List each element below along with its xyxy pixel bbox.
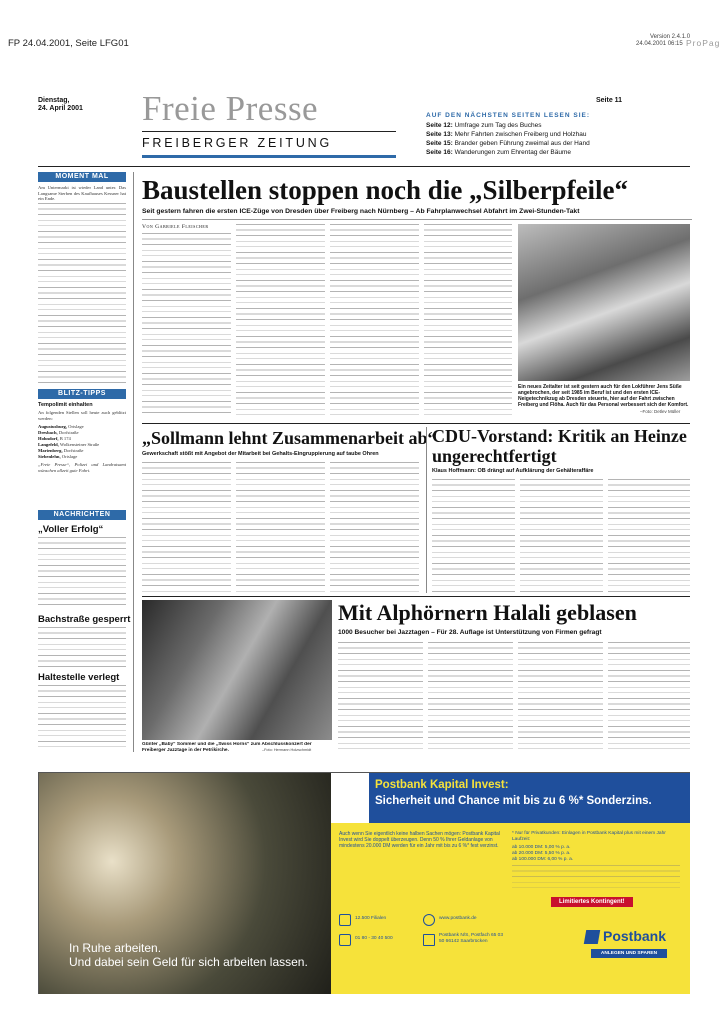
- next-pages-item[interactable]: Seite 12: Umfrage zum Tag des Buches: [426, 122, 542, 129]
- lead-byline: Von Gabriele Fleischer: [142, 224, 209, 230]
- story3-column-2: [520, 479, 603, 592]
- story3-column-1: [432, 479, 515, 592]
- story3-headline: CDU-Vorstand: Kritik an Heinze ungerechtfertigt: [432, 426, 687, 466]
- story2-subhead: Gewerkschaft stößt mit Angebot der Mitarbeit bei Gehalts-Eingruppierung auf taube Ohren: [142, 451, 379, 457]
- ad-body: Auch wenn Sie eigentlich keine halben Sachen mögen: Postbank Kapital Invest wird Sie doppelt überzeugen. Denn 50 % Ihrer Geldanlage von mindestens 20.000 DM werden für ein Jahr mit bis zu 6 %* fest verzinst.: [339, 831, 500, 850]
- blitz-tipps-lead: Tempolimit einhalten: [38, 402, 93, 408]
- list-item: Siebenlehn, Ortslage: [38, 454, 78, 459]
- ad-address: Postbank N/S, Postfach 65 03 50 66142 Saarbrücken: [439, 933, 503, 944]
- story3-column-3: [608, 479, 690, 592]
- story4-column-1: [338, 642, 423, 752]
- next-pages-item[interactable]: Seite 15: Brander geben Führung zweimal aus der Hand: [426, 140, 590, 147]
- ad-fine-print: [512, 865, 680, 893]
- ad-rate: ab 100.000 DM: 6,00 % p. a.: [512, 857, 574, 862]
- story4-column-2: [428, 642, 513, 752]
- globe-icon: [423, 914, 435, 926]
- issue-date-line1: Dienstag,: [38, 97, 70, 104]
- list-item: Langefeld, Wolkensteiner Straße: [38, 442, 100, 447]
- blitz-tipps-note: „Freie Presse“, Polizei und Landratsamt wünschen allzeit gute Fahrt.: [38, 462, 126, 473]
- mail-icon: [423, 934, 435, 946]
- blitz-tipps-heading: BLITZ-TIPPS: [38, 389, 126, 399]
- masthead-title: Freie Presse: [142, 89, 319, 128]
- hotline-icon: [339, 934, 351, 946]
- ad-image-text-2: Und dabei sein Geld für sich arbeiten lassen.: [69, 955, 308, 969]
- nachrichten-body-1: [38, 537, 126, 609]
- next-pages-item[interactable]: Seite 16: Wanderungen zum Ehrentag der Bäume: [426, 149, 572, 156]
- page-label: Seite 11: [596, 97, 623, 104]
- story2-column-2: [236, 462, 325, 592]
- masthead-subtitle: FREIBERGER ZEITUNG: [142, 136, 332, 150]
- jazz-photo-caption: Günter „Baby“ Sommer und die „Swiss Horns“ zum Abschlusskonzert der Freiberger Jazztage in der Petrikirche.: [142, 742, 312, 753]
- next-pages-box: [426, 112, 690, 162]
- nachrichten-body-2: [38, 627, 126, 667]
- lead-column-2: [236, 224, 325, 418]
- nachrichten-title-1: „Voller Erfolg“: [38, 524, 104, 535]
- postbank-logo-icon: [584, 930, 600, 944]
- story4-column-3: [518, 642, 603, 752]
- story2-column-3: [330, 462, 419, 592]
- nachrichten-title-2: Bachstraße gesperrt: [38, 614, 131, 625]
- lead-column-4: [424, 224, 512, 418]
- lead-column-1: [142, 233, 231, 418]
- list-item: Hohndorf, B 174: [38, 436, 71, 441]
- lead-photo: [518, 224, 690, 381]
- ad-branches: 12.500 Filialen: [355, 916, 387, 921]
- postbank-logo-wordmark: Postbank: [603, 928, 667, 944]
- ad-tagline: Sicherheit und Chance mit bis zu 6 %* Sonderzins.: [375, 795, 652, 807]
- blitz-tipps-intro: An folgenden Stellen soll heute auch geblitzt werden:: [38, 410, 126, 421]
- ad-image-text-1: In Ruhe arbeiten.: [69, 941, 162, 955]
- next-pages-heading: AUF DEN NÄCHSTEN SEITEN LESEN SIE:: [426, 112, 591, 119]
- lead-subhead: Seit gestern fahren die ersten ICE-Züge von Dresden über Freiberg nach Nürnberg – Ab Fahrplanwechsel Abfahrt im Zwei-Stunden-Takt: [142, 208, 580, 215]
- issue-date-line2: 24. April 2001: [38, 105, 83, 112]
- story4-subhead: 1000 Besucher bei Jazztagen – Für 28. Auflage ist Unterstützung von Firmen gefragt: [338, 629, 602, 636]
- version-label: Version 2.4.1.0: [650, 34, 691, 40]
- nachrichten-body-3: [38, 685, 126, 747]
- jazz-photo-credit: –Foto: Hermann Holzschmidt: [262, 748, 312, 752]
- next-pages-item[interactable]: Seite 13: Mehr Fahrten zwischen Freiberg und Holzhau: [426, 131, 587, 138]
- lead-photo-credit: –Foto: Detlev Müller: [640, 409, 681, 414]
- story3-subhead: Klaus Hoffmann: OB drängt auf Aufklärung der Gehälteraffäre: [432, 468, 594, 474]
- moment-mal-heading: MOMENT MAL: [38, 172, 126, 182]
- lead-photo-caption: Ein neues Zeitalter ist seit gestern auch für den Lokführer Jens Süße angebrochen, der seit 1985 im Beruf ist und den ersten ICE-Neigetechnikzug ab Dresden steuerte, hier auf der Fahrt zwischen Freiberg und Flöha. Auch für das Personal verbessert sich der Komfort.: [518, 384, 689, 408]
- story2-column-1: [142, 462, 231, 592]
- ad-rate: ab 20.000 DM: 5,50 % p. a.: [512, 851, 571, 856]
- postbank-logo: [583, 927, 675, 973]
- timestamp-label: 24.04.2001 06:15: [636, 41, 683, 47]
- blitz-tipps-list: [38, 424, 126, 460]
- list-item: Dresbach, Dorfstraße: [38, 430, 79, 435]
- ad-hotline: 01 80 - 30 40 500: [355, 936, 393, 941]
- postbank-logo-sub: ANLEGEN UND SPAREN: [591, 949, 667, 958]
- list-item: Augustusburg, Ortslage: [38, 424, 84, 429]
- nachrichten-title-3: Haltestelle verlegt: [38, 672, 120, 683]
- ad-web-link[interactable]: www.postbank.de: [439, 916, 477, 921]
- lead-headline: Baustellen stoppen noch die „Silberpfeile“: [142, 175, 629, 205]
- story4-column-4: [608, 642, 690, 752]
- ad-headline: Postbank Kapital Invest:: [375, 779, 509, 791]
- story4-headline: Mit Alphörnern Halali geblasen: [338, 600, 637, 625]
- list-item: Marienberg, Dorfstraße: [38, 448, 84, 453]
- postbank-ad[interactable]: [38, 772, 690, 994]
- ad-cta-button[interactable]: Limitiertes Kontingent!: [551, 897, 633, 907]
- ad-rate: ab 10.000 DM: 5,00 % p. a.: [512, 845, 571, 850]
- jazz-photo: [142, 600, 332, 740]
- nachrichten-heading: NACHRICHTEN: [38, 510, 126, 520]
- brand-label: ProPag: [686, 38, 721, 48]
- ad-rates-intro: * Nur für Privatkunden: Einlagen in Postbank Kapital plus mit einem Jahr Laufzeit:: [512, 831, 666, 842]
- lead-column-3: [330, 224, 419, 418]
- moment-mal-intro: Am Untermarkt ist wieder Land unter. Das Langsame Sterben des Kaufhauses Kessner hat ein Ende.: [38, 185, 126, 202]
- top-bar-left: FP 24.04.2001, Seite LFG01: [8, 38, 129, 49]
- phone-icon: [339, 914, 351, 926]
- story2-headline: „Sollmann lehnt Zusammenarbeit ab“: [142, 428, 437, 448]
- moment-mal-body: [38, 203, 126, 383]
